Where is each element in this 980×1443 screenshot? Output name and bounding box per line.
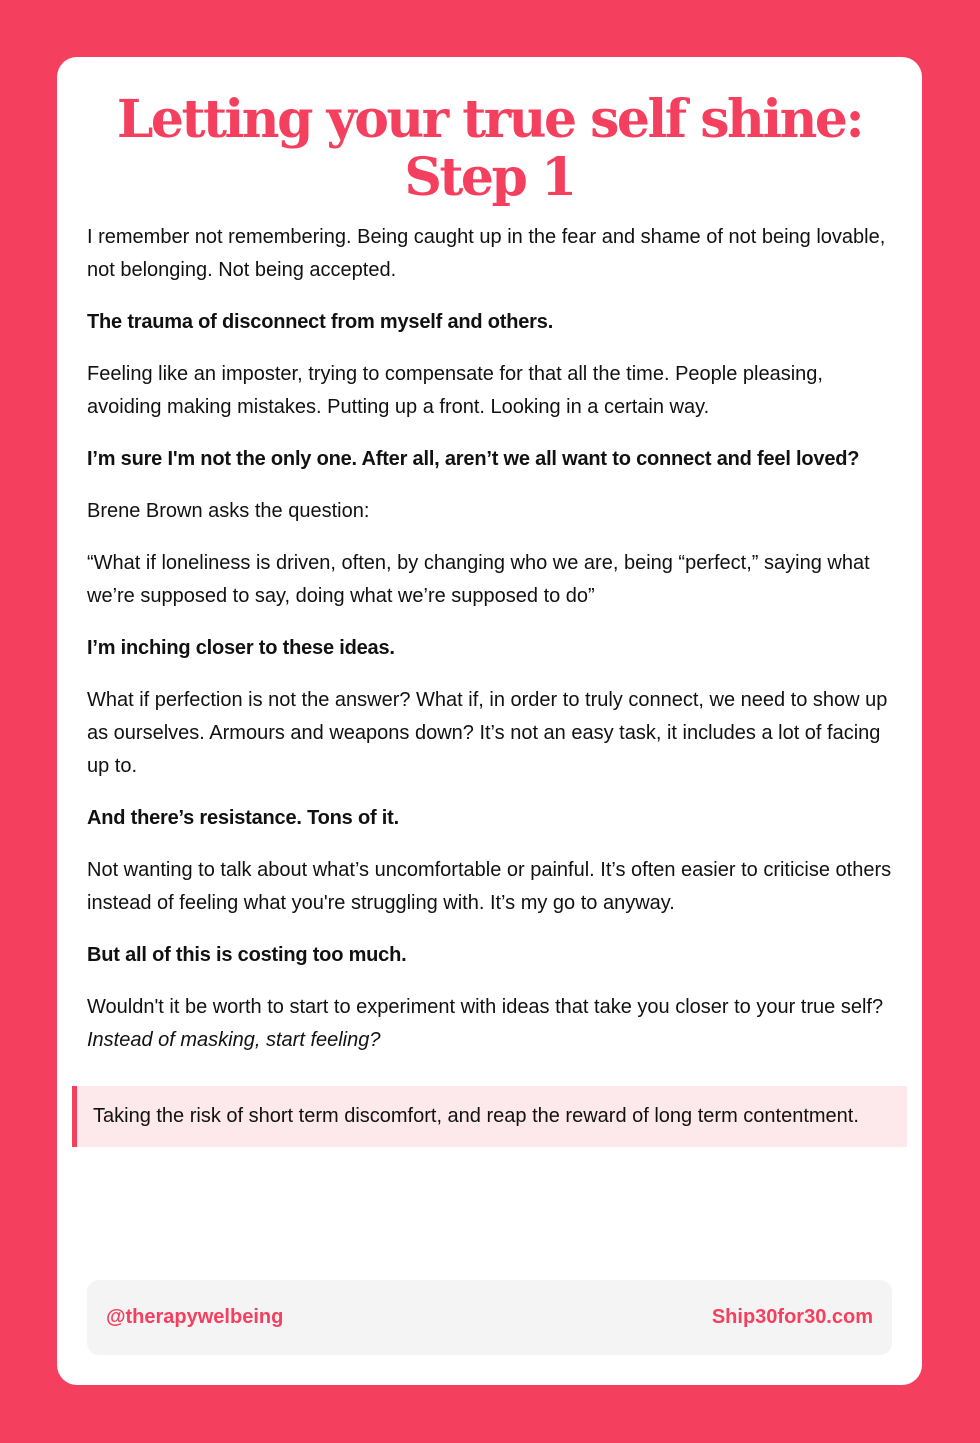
paragraph: I remember not remembering. Being caught up in the fear and shame of not being lovable, not belonging. Not being accepted. bbox=[87, 226, 886, 281]
paragraph-bold: And there’s resistance. Tons of it. bbox=[87, 807, 399, 829]
paragraph: Not wanting to talk about what’s uncomfortable or painful. It’s often easier to criticise others instead of feeling what you're struggling with. It’s my go to anyway. bbox=[87, 859, 892, 914]
author-handle[interactable]: @therapywelbeing bbox=[106, 1306, 284, 1328]
paragraph: Brene Brown asks the question: bbox=[87, 500, 370, 522]
paragraph-bold: The trauma of disconnect from myself and others. bbox=[87, 311, 554, 333]
paragraph-bold: I’m inching closer to these ideas. bbox=[87, 637, 395, 659]
page-title bbox=[87, 87, 892, 207]
paragraph-bold: I’m sure I'm not the only one. After all, aren’t we all want to connect and feel loved? bbox=[87, 448, 860, 470]
paragraph: “What if loneliness is driven, often, by changing who we are, being “perfect,” saying what we’re supposed to say, doing what we’re supposed to do” bbox=[87, 552, 870, 607]
title-line-1: Letting your true self shine: bbox=[116, 89, 863, 150]
paragraph-last bbox=[87, 991, 892, 1057]
paragraph: What if perfection is not the answer? What if, in order to truly connect, we need to show up as ourselves. Armours and weapons down? It’s not an easy task, it includes a lot of facing up to. bbox=[87, 689, 888, 777]
paragraph-bold: But all of this is costing too much. bbox=[87, 944, 407, 966]
site-link[interactable]: Ship30for30.com bbox=[711, 1306, 873, 1328]
pull-quote: Taking the risk of short term discomfort, and reap the reward of long term contentment. bbox=[72, 1086, 907, 1147]
last-paragraph-text: Wouldn't it be worth to start to experiment with ideas that take you closer to your true self? bbox=[87, 996, 884, 1018]
paragraph: Feeling like an imposter, trying to compensate for that all the time. People pleasing, avoiding making mistakes. Putting up a front. Looking in a certain way. bbox=[87, 363, 823, 418]
title-line-2: Step 1 bbox=[404, 147, 575, 208]
footer bbox=[87, 1280, 892, 1355]
last-paragraph-italic: Instead of masking, start feeling? bbox=[87, 1029, 381, 1051]
article-body bbox=[87, 221, 892, 1057]
article-card bbox=[57, 57, 922, 1385]
